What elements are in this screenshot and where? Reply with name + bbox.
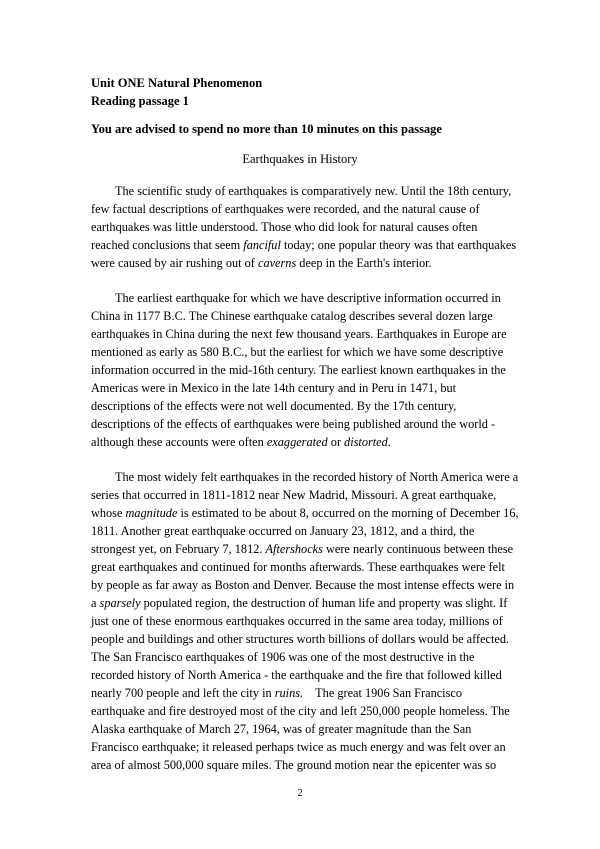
text-line: great earthquakes and continued for months afterwards. These earthquakes were felt — [91, 560, 505, 574]
text-run: reached conclusions that seem — [91, 238, 244, 252]
text-line: recorded history of North America - the earthquake and the fire that followed killed — [91, 668, 502, 682]
text-run: is estimated to be about 8, occurred on the morning of December 16, — [177, 506, 519, 520]
emphasized-term: magnitude — [125, 506, 178, 520]
text-line: The most widely felt earthquakes in the recorded history of North America were a — [115, 470, 519, 484]
text-line: Alaska earthquake of March 27, 1964, was of greater magnitude than the San — [91, 722, 472, 736]
text-line: mentioned as early as 580 B.C., but the earliest for which we have some descriptive — [91, 345, 504, 359]
emphasized-term: exaggerated — [266, 435, 328, 449]
text-run: nearly 700 people and left the city in — [91, 686, 275, 700]
text-line: few factual descriptions of earthquakes were recorded, and the natural cause of — [91, 202, 480, 216]
text-line: The scientific study of earthquakes is comparatively new. Until the 18th century, — [115, 184, 512, 198]
text-line: just one of these enormous earthquakes occurred in the same area today, millions of — [91, 614, 503, 628]
page-number: 2 — [297, 788, 303, 799]
text-line: China in 1177 B.C. The Chinese earthquake catalog describes several dozen large — [91, 309, 493, 323]
text-line — [91, 434, 391, 450]
passage-title: Earthquakes in History — [242, 152, 358, 166]
emphasized-term: Aftershocks — [265, 542, 323, 556]
text-run: deep in the Earth's interior. — [296, 256, 432, 270]
text-line — [91, 237, 516, 253]
text-line: earthquakes was little understood. Those who did look for natural causes often — [91, 220, 478, 234]
emphasized-term: ruins. — [274, 686, 304, 700]
text-run: although these accounts were often — [91, 435, 267, 449]
text-line: Americas were in Mexico in the late 14th century and in Peru in 1471, but — [91, 381, 457, 395]
text-line: The earliest earthquake for which we have descriptive information occurred in — [115, 291, 501, 305]
emphasized-term: caverns — [257, 256, 297, 270]
text-run: populated region, the destruction of human life and property was slight. If — [140, 596, 508, 610]
text-line: descriptions of the effects were not well documented. By the 17th century, — [91, 399, 457, 413]
text-line: by people as far away as Boston and Denver. Because the most intense effects were in — [91, 578, 515, 592]
text-line: descriptions of the effects of earthquakes were being published around the world - — [91, 417, 496, 431]
emphasized-term: distorted — [344, 435, 388, 449]
text-run: or — [327, 435, 345, 449]
text-line — [91, 505, 519, 521]
text-run: a — [91, 596, 100, 610]
text-line — [91, 255, 432, 271]
emphasized-term: sparsely — [99, 596, 141, 610]
emphasized-term: fanciful — [243, 238, 281, 252]
text-line: 1811. Another great earthquake occurred on January 23, 1812, and a third, the — [91, 524, 475, 538]
text-run: whose — [91, 506, 126, 520]
passage-heading: Reading passage 1 — [91, 94, 189, 108]
text-line: information occurred in the mid-16th century. The earliest known earthquakes in the — [91, 363, 506, 377]
text-line: earthquake and fire destroyed most of the city and left 250,000 people homeless. The — [91, 704, 510, 718]
text-line: The San Francisco earthquakes of 1906 was one of the most destructive in the — [91, 650, 475, 664]
text-run: strongest yet, on February 7, 1812. — [91, 542, 266, 556]
text-line: area of almost 500,000 square miles. The ground motion near the epicenter was so — [91, 758, 497, 772]
text-line: series that occurred in 1811-1812 near New Madrid, Missouri. A great earthquake, — [91, 488, 497, 502]
text-line — [91, 541, 513, 557]
text-line — [91, 595, 507, 611]
text-run: The great 1906 San Francisco — [303, 686, 462, 700]
unit-heading: Unit ONE Natural Phenomenon — [91, 76, 263, 90]
text-run: today; one popular theory was that earthquakes — [280, 238, 517, 252]
text-run: were nearly continuous between these — [322, 542, 514, 556]
time-advice: You are advised to spend no more than 10 minutes on this passage — [91, 122, 442, 136]
text-run: were caused by air rushing out of — [91, 256, 258, 270]
text-line: earthquakes in China during the next few thousand years. Earthquakes in Europe are — [91, 327, 507, 341]
text-run: . — [387, 435, 391, 449]
text-line — [91, 685, 462, 701]
text-line: Francisco earthquake; it released perhaps twice as much energy and was felt over an — [91, 740, 506, 754]
text-line: people and buildings and other structures worth billions of dollars would be affected. — [91, 632, 510, 646]
